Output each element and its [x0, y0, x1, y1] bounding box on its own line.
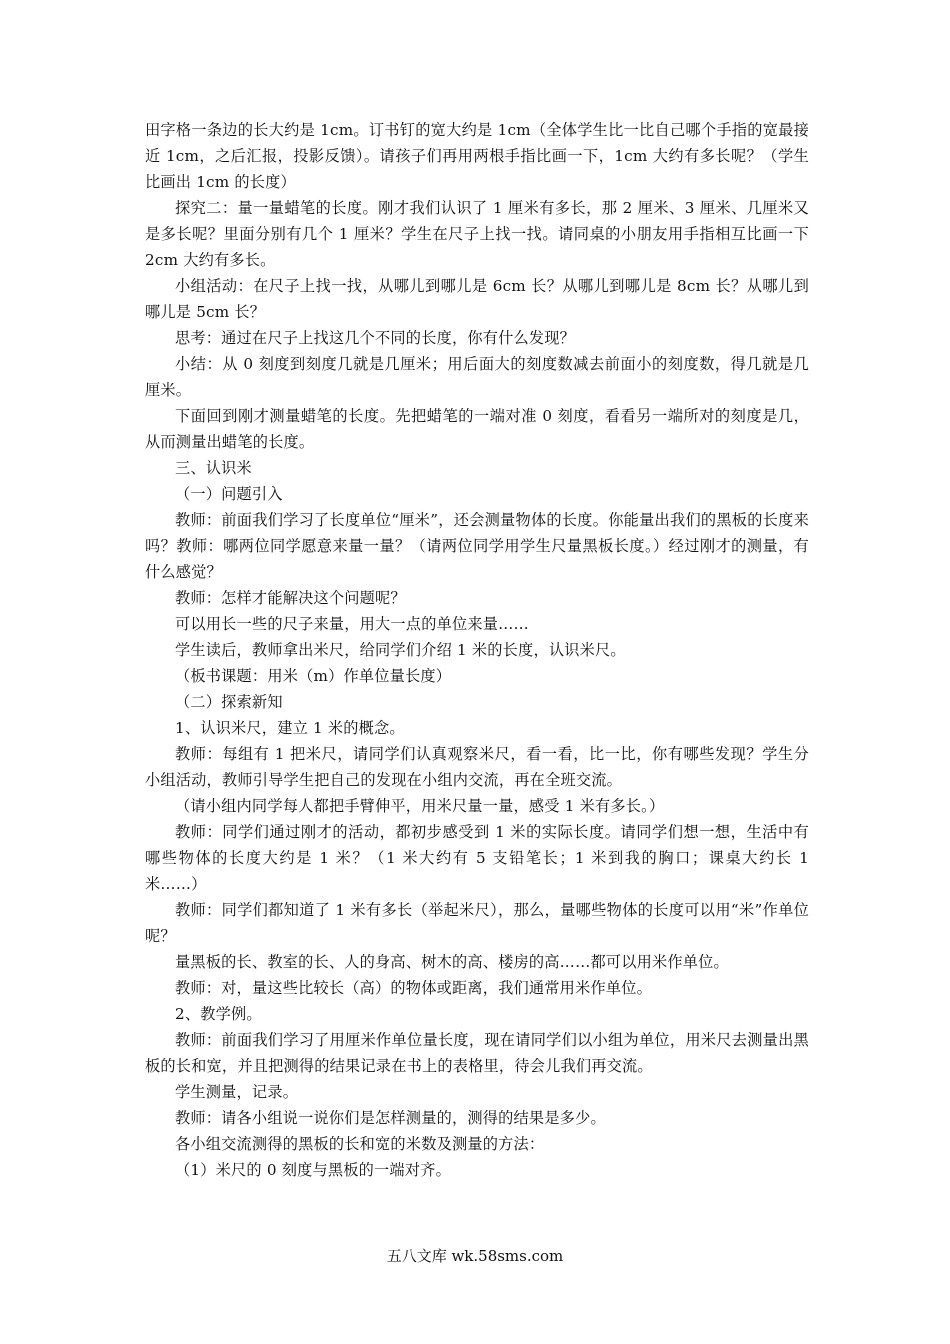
subsection-heading: （二）探索新知 [175, 693, 283, 711]
paragraph: 各小组交流测得的黑板的长和宽的米数及测量的方法： [175, 1135, 545, 1153]
paragraph: 下面回到刚才测量蜡笔的长度。先把蜡笔的一端对准 0 刻度，看看另一端所对的刻度是几，从而测量出蜡笔的长度。 [145, 407, 809, 451]
paragraph: 小结：从 0 刻度到刻度几就是几厘米；用后面大的刻度数减去前面小的刻度数，得几就是几厘米。 [145, 355, 809, 399]
page-footer: 五八文库 wk.58sms.com [386, 1247, 564, 1265]
document-body [145, 117, 809, 1183]
paragraph: 教师：对，量这些比较长（高）的物体或距离，我们通常用米作单位。 [175, 979, 653, 997]
paragraph: 教师：前面我们学习了长度单位“厘米”，还会测量物体的长度。你能量出我们的黑板的长度来吗？教师：哪两位同学愿意来量一量？（请两位同学用学生尺量黑板长度。）经过刚才的测量，有什么感觉？ [145, 511, 809, 581]
paragraph: 教师：同学们通过刚才的活动，都初步感受到 1 米的实际长度。请同学们想一想，生活中有哪些物体的长度大约是 1 米？（1 米大约有 5 支铅笔长；1 米到我的胸口；课桌大约长 1 米……） [145, 823, 809, 893]
subsection-heading: （一）问题引入 [175, 485, 283, 503]
paragraph: 教师：同学们都知道了 1 米有多长（举起米尺），那么，量哪些物体的长度可以用“米”作单位呢？ [145, 901, 809, 945]
paragraph: 量黑板的长、教室的长、人的身高、树木的高、楼房的高……都可以用米作单位。 [175, 953, 729, 971]
paragraph: 教师：前面我们学习了用厘米作单位量长度，现在请同学们以小组为单位，用米尺去测量出黑板的长和宽，并且把测得的结果记录在书上的表格里，待会儿我们再交流。 [145, 1031, 809, 1075]
paragraph: 思考：通过在尺子上找这几个不同的长度，你有什么发现？ [175, 329, 576, 347]
paragraph: 学生读后，教师拿出米尺，给同学们介绍 1 米的长度，认识米尺。 [175, 641, 626, 659]
paragraph: （1）米尺的 0 刻度与黑板的一端对齐。 [175, 1161, 451, 1179]
paragraph: 教师：请各小组说一说你们是怎样测量的，测得的结果是多少。 [175, 1109, 606, 1127]
paragraph: 学生测量，记录。 [175, 1083, 299, 1101]
section-heading: 三、认识米 [175, 459, 252, 477]
paragraph: 1、认识米尺，建立 1 米的概念。 [175, 719, 405, 737]
paragraph: 教师：每组有 1 把米尺，请同学们认真观察米尺，看一看，比一比，你有哪些发现？学生分小组活动，教师引导学生把自己的发现在小组内交流，再在全班交流。 [145, 745, 809, 789]
paragraph: （请小组内同学每人都把手臂伸平，用米尺量一量，感受 1 米有多长。） [175, 797, 665, 815]
paragraph: （板书课题：用米（m）作单位量长度） [175, 667, 452, 685]
paragraph: 田字格一条边的长大约是 1cm。订书钉的宽大约是 1cm（全体学生比一比自己哪个手指的宽最接近 1cm，之后汇报，投影反馈）。请孩子们再用两根手指比画一下，1cm 大约有多长呢？（学生比画出 1cm 的长度） [145, 121, 809, 191]
paragraph: 2、教学例。 [175, 1005, 262, 1023]
paragraph: 教师：怎样才能解决这个问题呢？ [175, 589, 406, 607]
paragraph: 探究二：量一量蜡笔的长度。刚才我们认识了 1 厘米有多长，那 2 厘米、3 厘米、几厘米又是多长呢？里面分别有几个 1 厘米？学生在尺子上找一找。请同桌的小朋友用手指相互比画一下 2cm 大约有多长。 [145, 199, 809, 269]
paragraph: 可以用长一些的尺子来量，用大一点的单位来量…… [175, 615, 529, 633]
paragraph: 小组活动：在尺子上找一找，从哪儿到哪儿是 6cm 长？从哪儿到哪儿是 8cm 长？从哪儿到哪儿是 5cm 长？ [145, 277, 809, 321]
